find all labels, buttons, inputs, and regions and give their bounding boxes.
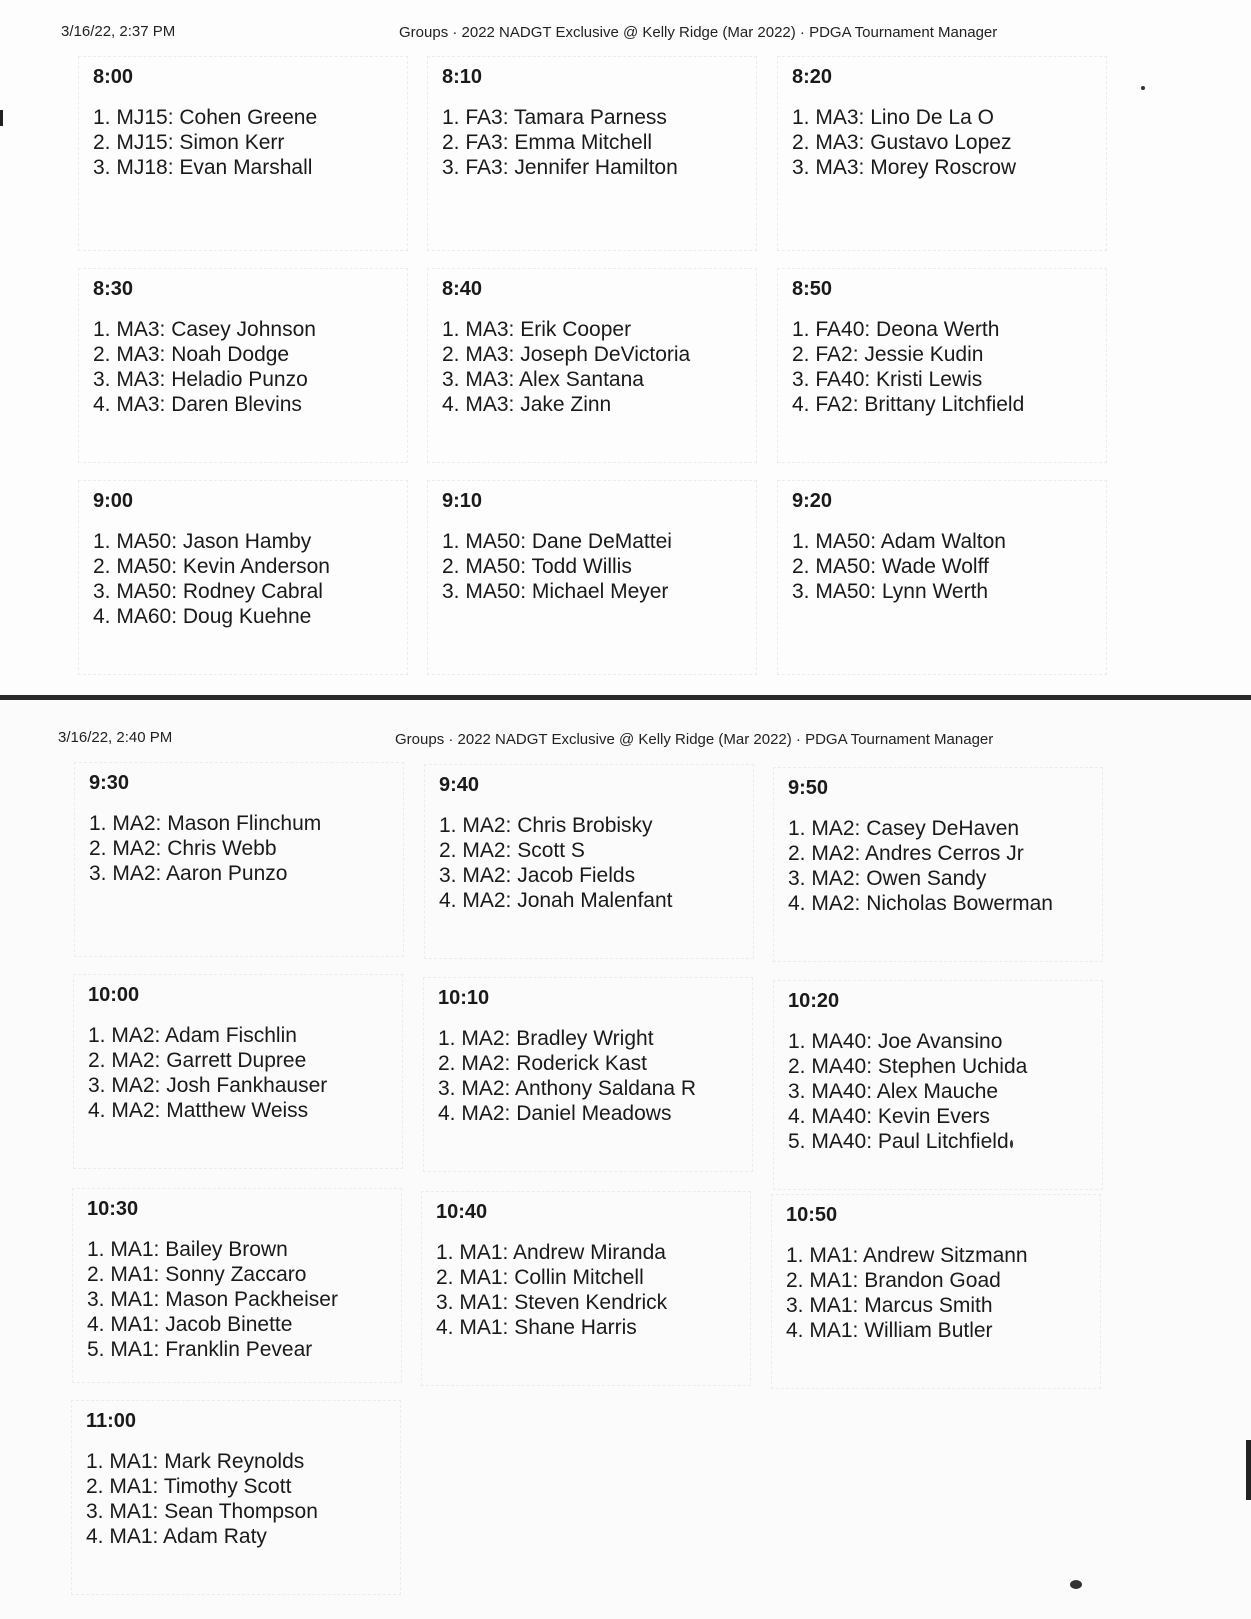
print-title: Groups · 2022 NADGT Exclusive @ Kelly Ridge (Mar 2022) · PDGA Tournament Manager: [399, 24, 998, 41]
player-entry: 1. MA2: Adam Fischlin: [88, 1024, 297, 1047]
group-card: [777, 480, 1107, 675]
player-entry: 4. MA1: Jacob Binette: [87, 1313, 293, 1336]
tee-time: 10:40: [436, 1201, 488, 1223]
player-entry: 2. MA3: Joseph DeVictoria: [442, 343, 691, 366]
player-entry: 1. MA1: Mark Reynolds: [86, 1450, 305, 1473]
player-list: [786, 1243, 1100, 1343]
player-entry: 2. MA50: Todd Willis: [442, 555, 632, 578]
tee-time: 10:00: [88, 984, 140, 1006]
tee-time: 8:40: [442, 278, 483, 300]
tee-time: 9:20: [792, 490, 833, 512]
player-entry: 1. FA40: Deona Werth: [792, 318, 1000, 341]
tee-time: 9:00: [93, 490, 134, 512]
scan-speck: [1070, 1580, 1082, 1589]
tee-time: 10:50: [786, 1204, 838, 1226]
group-card: [74, 762, 404, 957]
player-entry: 3. MA50: Rodney Cabral: [93, 580, 323, 603]
group-card: [71, 1400, 401, 1595]
tee-time: 9:30: [89, 772, 130, 794]
tee-time: 10:30: [87, 1198, 139, 1220]
player-entry: 3. MA40: Alex Mauche: [788, 1080, 999, 1103]
group-card: [427, 56, 757, 251]
group-card: [72, 1188, 402, 1383]
player-entry: 2. MA2: Scott S: [439, 839, 585, 862]
tee-time: 9:40: [439, 774, 480, 796]
player-entry: 2. MA3: Gustavo Lopez: [792, 131, 1012, 154]
group-card: [421, 1191, 751, 1386]
player-entry: 1. MJ15: Cohen Greene: [93, 106, 318, 129]
player-entry: 3. MJ18: Evan Marshall: [93, 156, 313, 179]
player-entry: 3. MA2: Aaron Punzo: [89, 862, 288, 885]
player-entry: 1. MA50: Adam Walton: [792, 530, 1006, 553]
player-entry: 1. MA40: Joe Avansino: [788, 1030, 1003, 1053]
player-entry: 1. FA3: Tamara Parness: [442, 106, 667, 129]
tee-time: 8:10: [442, 66, 483, 88]
player-entry: 2. FA2: Jessie Kudin: [792, 343, 984, 366]
player-entry: 4. MA3: Daren Blevins: [93, 393, 302, 416]
player-entry: 2. MA2: Andres Cerros Jr: [788, 842, 1024, 865]
scan-speck: [1010, 1140, 1013, 1148]
player-entry: 4. MA2: Jonah Malenfant: [439, 889, 673, 912]
print-title: Groups · 2022 NADGT Exclusive @ Kelly Ridge (Mar 2022) · PDGA Tournament Manager: [395, 731, 994, 748]
player-entry: 2. MA2: Garrett Dupree: [88, 1049, 307, 1072]
player-list: [93, 105, 407, 180]
group-card: [427, 480, 757, 675]
player-entry: 3. MA50: Lynn Werth: [792, 580, 989, 603]
printout-page-2: [0, 700, 1251, 1619]
tee-time: 9:50: [788, 777, 829, 799]
player-list: [93, 529, 407, 629]
player-list: [792, 529, 1106, 604]
scan-mark: [1246, 1440, 1251, 1500]
player-entry: 5. MA40: Paul Litchfield: [788, 1130, 1009, 1153]
player-entry: 2. FA3: Emma Mitchell: [442, 131, 653, 154]
player-list: [89, 811, 403, 886]
player-list: [442, 317, 756, 417]
group-card: [78, 56, 408, 251]
player-entry: 4. MA2: Nicholas Bowerman: [788, 892, 1053, 915]
player-list: [788, 816, 1102, 916]
player-entry: 1. MA3: Erik Cooper: [442, 318, 632, 341]
player-entry: 1. MA50: Dane DeMattei: [442, 530, 672, 553]
player-list: [86, 1449, 400, 1549]
group-card: [73, 974, 403, 1169]
player-entry: 2. MA2: Chris Webb: [89, 837, 277, 860]
player-entry: 3. MA3: Heladio Punzo: [93, 368, 308, 391]
player-entry: 1. MA3: Casey Johnson: [93, 318, 316, 341]
player-entry: 1. MA1: Bailey Brown: [87, 1238, 288, 1261]
player-entry: 2. MA1: Collin Mitchell: [436, 1266, 644, 1289]
player-entry: 3. MA50: Michael Meyer: [442, 580, 669, 603]
player-entry: 3. MA3: Morey Roscrow: [792, 156, 1017, 179]
player-entry: 1. MA1: Andrew Miranda: [436, 1241, 666, 1264]
player-entry: 2. MA3: Noah Dodge: [93, 343, 290, 366]
player-entry: 1. MA2: Chris Brobisky: [439, 814, 653, 837]
player-entry: 4. MA2: Daniel Meadows: [438, 1102, 672, 1125]
player-entry: 3. MA1: Marcus Smith: [786, 1294, 993, 1317]
group-card: [427, 268, 757, 463]
player-entry: 4. MA3: Jake Zinn: [442, 393, 612, 416]
tee-time: 9:10: [442, 490, 483, 512]
player-list: [93, 317, 407, 417]
player-entry: 4. MA1: Shane Harris: [436, 1316, 637, 1339]
player-entry: 3. MA3: Alex Santana: [442, 368, 644, 391]
player-entry: 2. MJ15: Simon Kerr: [93, 131, 285, 154]
print-date: 3/16/22, 2:40 PM: [58, 729, 173, 746]
player-entry: 1. MA3: Lino De La O: [792, 106, 994, 129]
group-card: [78, 268, 408, 463]
player-entry: 1. MA2: Mason Flinchum: [89, 812, 322, 835]
player-list: [792, 105, 1106, 180]
player-entry: 3. MA2: Jacob Fields: [439, 864, 636, 887]
group-card: [773, 767, 1103, 962]
player-list: [439, 813, 753, 913]
tee-time: 8:30: [93, 278, 134, 300]
player-list: [438, 1026, 752, 1126]
player-entry: 2. MA1: Sonny Zaccaro: [87, 1263, 307, 1286]
player-entry: 2. MA1: Timothy Scott: [86, 1475, 292, 1498]
print-date: 3/16/22, 2:37 PM: [61, 23, 176, 40]
player-list: [792, 317, 1106, 417]
player-entry: 3. MA2: Owen Sandy: [788, 867, 987, 890]
group-card: [773, 980, 1103, 1190]
scan-mark: [0, 110, 3, 126]
scan-speck: [1141, 86, 1145, 90]
player-list: [442, 105, 756, 180]
player-entry: 4. MA2: Matthew Weiss: [88, 1099, 309, 1122]
player-list: [436, 1240, 750, 1340]
tee-time: 11:00: [86, 1410, 137, 1432]
player-entry: 2. MA50: Kevin Anderson: [93, 555, 330, 578]
player-entry: 2. MA50: Wade Wolff: [792, 555, 989, 578]
player-entry: 1. MA2: Bradley Wright: [438, 1027, 654, 1050]
player-entry: 4. MA60: Doug Kuehne: [93, 605, 312, 628]
printout-page-1: [0, 0, 1251, 695]
player-entry: 2. MA1: Brandon Goad: [786, 1269, 1001, 1292]
tee-time: 8:00: [93, 66, 134, 88]
player-entry: 4. MA1: William Butler: [786, 1319, 993, 1342]
player-list: [442, 529, 756, 604]
player-entry: 3. MA1: Steven Kendrick: [436, 1291, 668, 1314]
tee-time: 8:50: [792, 278, 833, 300]
group-card: [777, 268, 1107, 463]
player-entry: 3. MA2: Anthony Saldana R: [438, 1077, 696, 1100]
player-entry: 2. MA2: Roderick Kast: [438, 1052, 647, 1075]
group-card: [78, 480, 408, 675]
tee-time: 10:20: [788, 990, 840, 1012]
player-list: [88, 1023, 402, 1123]
player-entry: 1. MA50: Jason Hamby: [93, 530, 312, 553]
player-entry: 2. MA40: Stephen Uchida: [788, 1055, 1028, 1078]
player-list: [87, 1237, 401, 1362]
player-entry: 3. FA40: Kristi Lewis: [792, 368, 983, 391]
player-entry: 4. MA1: Adam Raty: [86, 1525, 267, 1548]
player-entry: 1. MA1: Andrew Sitzmann: [786, 1244, 1028, 1267]
tee-time: 8:20: [792, 66, 833, 88]
player-entry: 1. MA2: Casey DeHaven: [788, 817, 1020, 840]
group-card: [423, 977, 753, 1172]
group-card: [771, 1194, 1101, 1389]
player-entry: 4. MA40: Kevin Evers: [788, 1105, 990, 1128]
group-card: [777, 56, 1107, 251]
player-entry: 3. FA3: Jennifer Hamilton: [442, 156, 678, 179]
tee-time: 10:10: [438, 987, 490, 1009]
group-card: [424, 764, 754, 959]
player-entry: 4. FA2: Brittany Litchfield: [792, 393, 1025, 416]
player-list: [788, 1029, 1102, 1154]
player-entry: 3. MA2: Josh Fankhauser: [88, 1074, 328, 1097]
player-entry: 3. MA1: Sean Thompson: [86, 1500, 318, 1523]
player-entry: 5. MA1: Franklin Pevear: [87, 1338, 313, 1361]
player-entry: 3. MA1: Mason Packheiser: [87, 1288, 338, 1311]
